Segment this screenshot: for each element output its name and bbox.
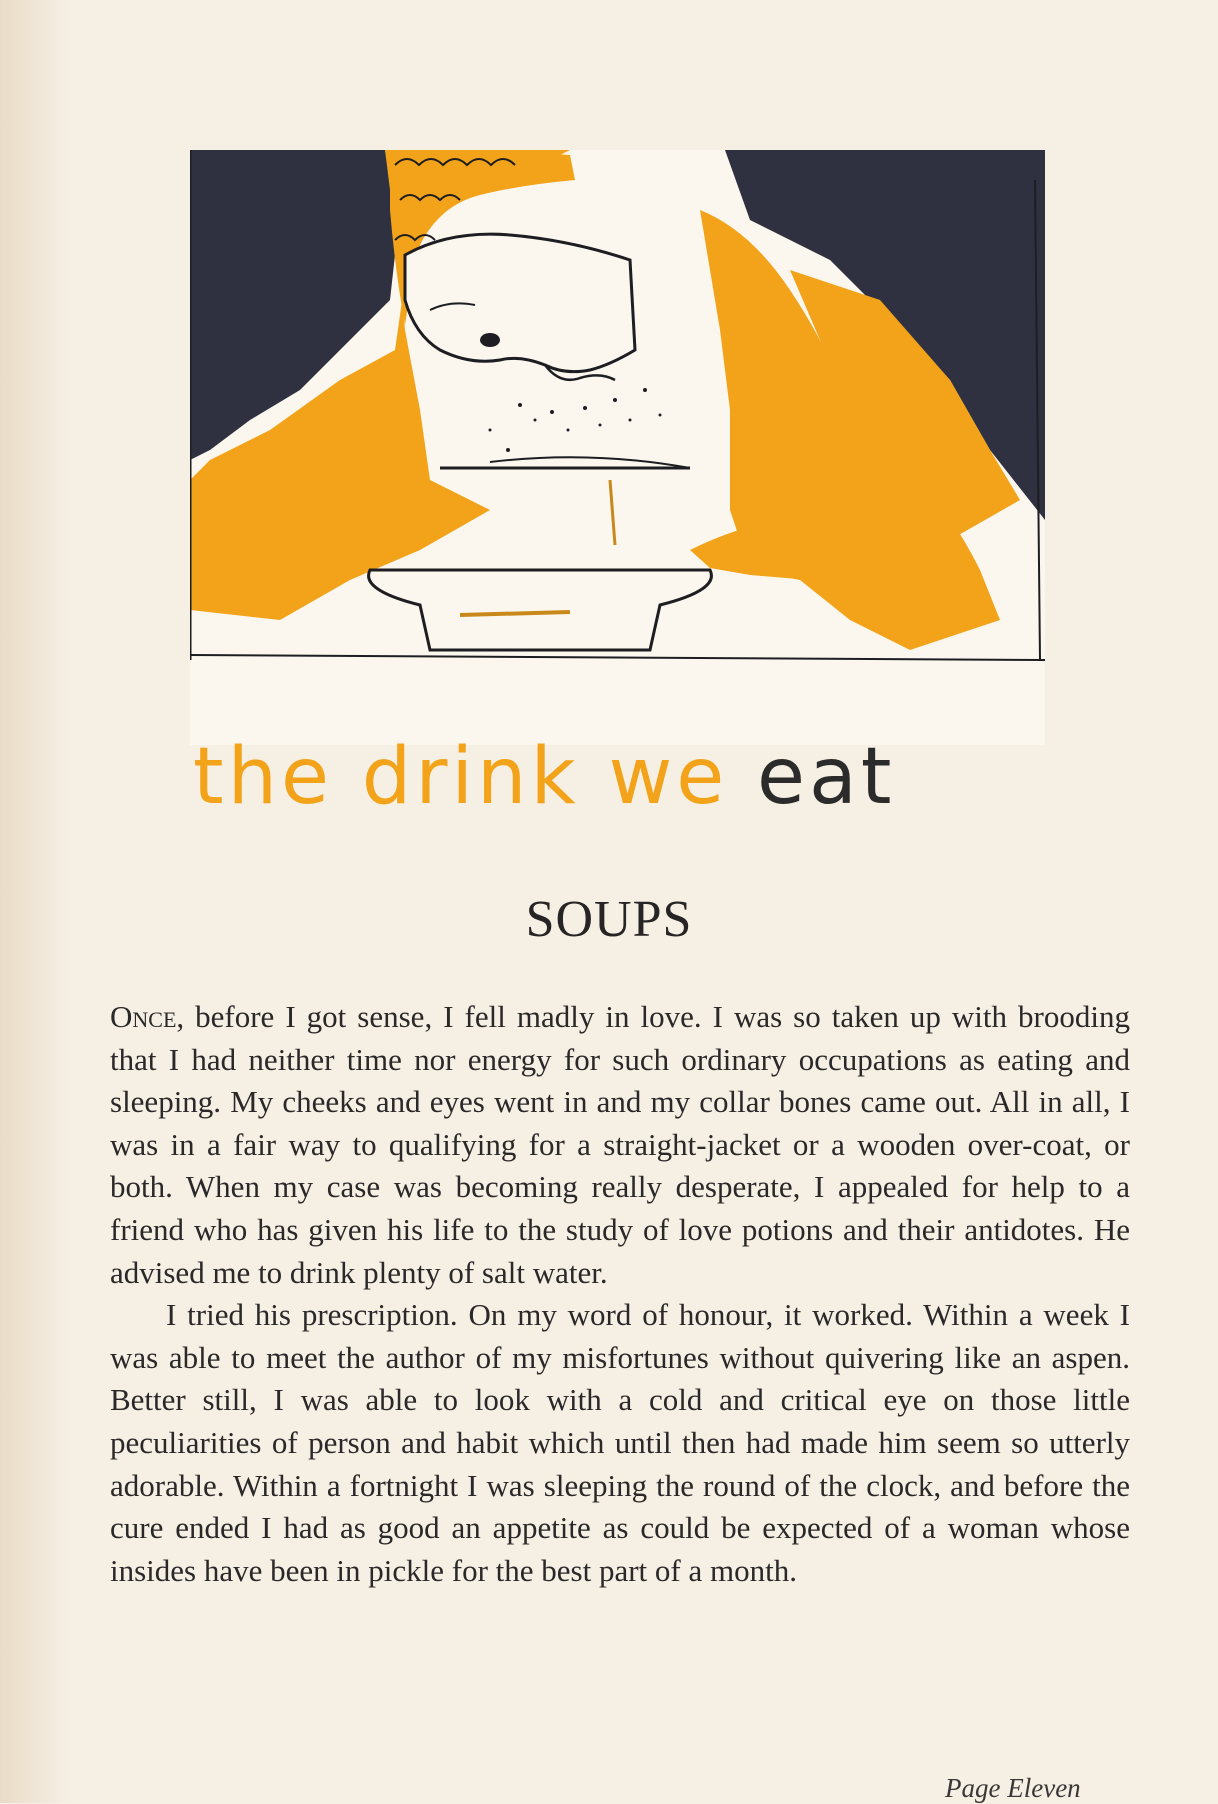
paragraph-1-lead-word: Once — [110, 999, 177, 1034]
illustration-svg — [190, 150, 1045, 745]
woman-with-soup-bowl-illustration — [190, 150, 1045, 745]
illustration-caption — [193, 730, 1033, 825]
caption-orange-text: the drink we — [193, 732, 729, 822]
body-text — [110, 996, 1130, 1592]
page-number: Page Eleven — [945, 1773, 1081, 1803]
paragraph-1 — [110, 996, 1130, 1294]
paragraph-1-text: , before I got sense, I fell madly in love. I was so taken up with brooding that I had neither time nor energy for such ordinary occupations as eating and sleeping. My cheeks and eyes went in and my collar bones came out. All in all, I was in a fair way to qualifying for a straight-jacket or a wooden over-coat, or both. When my case was becoming really desperate, I appealed for help to a friend who has given his life to the study of love potions and their antidotes. He advised me to drink plenty of salt water. — [110, 999, 1130, 1290]
section-title: SOUPS — [525, 891, 693, 948]
caption-dark-text: eat — [757, 732, 896, 822]
paragraph-2: I tried his prescription. On my word of honour, it worked. Within a week I was able to meet the author of my misfortunes without quivering like an aspen. Better still, I was able to look with a cold and critical eye on those little peculiarities of person and habit which until then had made him seem so utterly adorable. Within a fortnight I was sleeping the round of the clock, and before the cure ended I had as good an appetite as could be expected of a woman whose insides have been in pickle for the best part of a month. — [110, 1297, 1130, 1588]
